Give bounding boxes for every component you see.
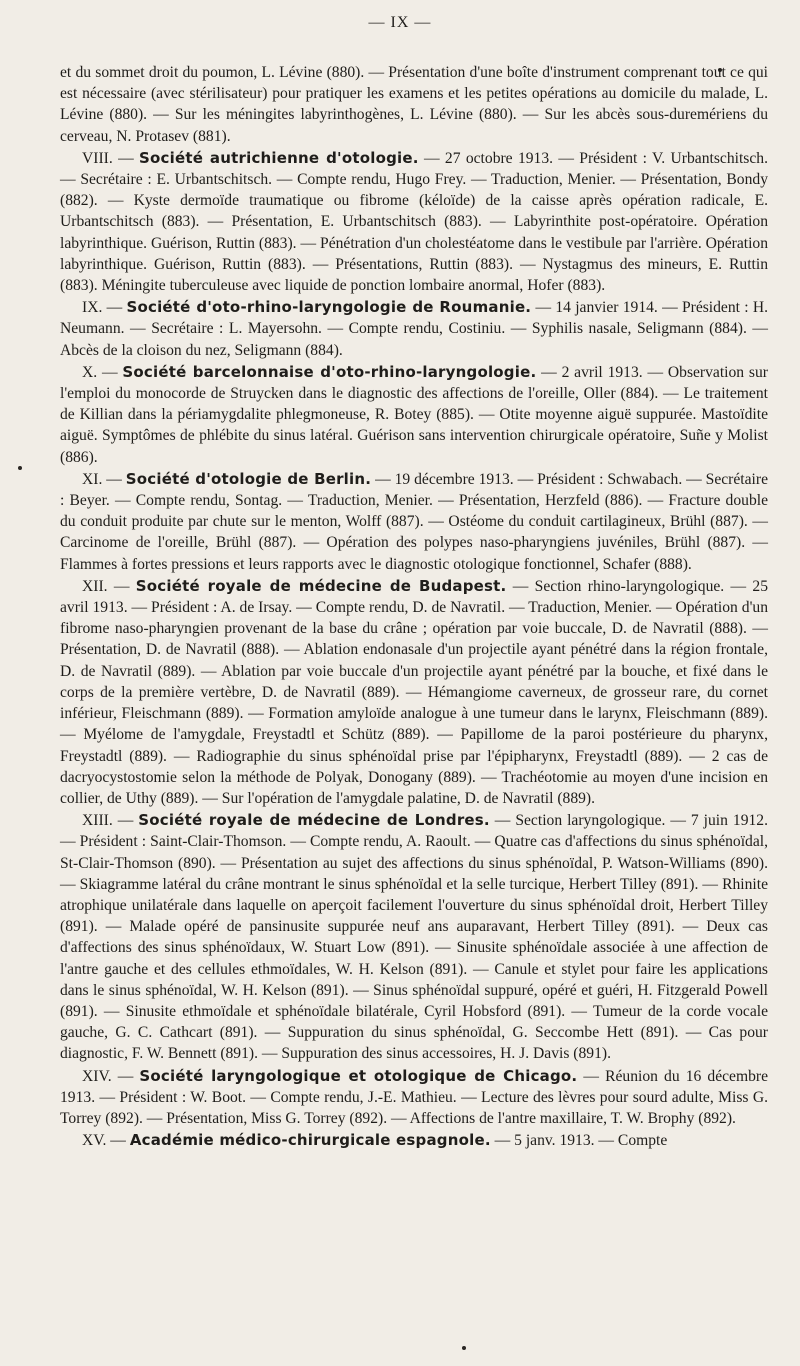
society-name: Société barcelonnaise d'oto-rhino-laryngologie.	[122, 362, 537, 381]
society-name: Société laryngologique et otologique de Chicago.	[139, 1066, 578, 1085]
society-name: Société royale de médecine de Budapest.	[135, 576, 507, 595]
paragraph	[60, 148, 768, 296]
margin-mark	[18, 466, 22, 470]
section-number: IX. —	[82, 299, 127, 317]
section-number: VIII. —	[82, 149, 140, 167]
paragraph	[60, 62, 768, 147]
margin-mark	[462, 1346, 466, 1350]
paragraph	[60, 1130, 768, 1151]
paragraph	[60, 576, 768, 809]
paragraph	[60, 1066, 768, 1130]
section-number: XIII. —	[82, 812, 139, 830]
paragraph-text: — 19 décembre 1913. — Président : Schwabach. — Secrétaire : Beyer. — Compte rendu, Sontag. — Traduction, Menier. — Présentation, Herzfeld (886). — Fracture double du conduit produite par chute sur le menton, Wolff (887). — Ostéome du conduit cartilagineux, Brühl (887). — Carcinome de l'oreille, Brühl (887). — Opération des polypes naso-pharyngiens juvéniles, Brühl (887). — Flammes à fortes pressions et leurs rapports avec le diagnostic otologique fonctionnel, Schafer (888).	[60, 470, 768, 573]
paragraph-text: — Réunion du 16 décembre 1913. — Président : W. Boot. — Compte rendu, J.-E. Mathieu. — Lecture des lèvres pour sourd adulte, Miss G. Torrey (892). — Présentation, Miss G. Torrey (892). — Affections de l'antre maxillaire, T. W. Brophy (892).	[60, 1067, 769, 1127]
paragraph-text: — Section laryngologique. — 7 juin 1912. — Président : Saint-Clair-Thomson. — Compte rendu, A. Raoult. — Quatre cas d'affections du sinus sphénoïdal, St-Clair-Thomson (890). — Présentation au sujet des affections du sinus sphénoïdal, P. Watson-Williams (890). — Skiagramme latéral du crâne montrant le sinus sphénoïdal et la selle turcique, Herbert Tilley (891). — Rhinite atrophique unilatérale dans laquelle on aperçoit facilement l'ouverture du sinus sphénoïdal droit, Herbert Tilley (891). — Malade opéré de pansinusite suppurée neuf ans auparavant, Herbert Tilley (891). — Deux cas d'affections des sinus sphénoïdaux, W. Stuart Low (891). — Sinusite sphénoïdale associée à une affection de l'antre gauche et des cellules ethmoïdales, W. H. Kelson (891). — Canule et stylet pour faire les applications dans le sinus sphénoïdal, W. H. Kelson (891). — Sinus sphénoïdal suppuré, opéré et guéri, H. Fitzgerald Powell (891). — Sinusite ethmoïdale et sphénoïdale bilatérale, Cyril Hobsford (891). — Tumeur de la corde vocale gauche, G. C. Cathcart (891). — Suppuration du sinus sphénoïdal, G. Seccombe Hett (891). — Cas pour diagnostic, F. W. Bennett (891). — Suppuration des sinus accessoires, H. J. Davis (891).	[60, 812, 768, 1063]
paragraph	[60, 810, 768, 1064]
paragraph	[60, 362, 768, 468]
paragraph-text: et du sommet droit du poumon, L. Lévine (880). — Présentation d'une boîte d'instrument comprenant tout ce qui est nécessaire (avec stérilisateur) pour pratiquer les examens et les petites opérations au domicile du malade, L. Lévine (880). — Sur les méningites labyrinthogènes, L. Lévine (880). — Sur les abcès sous-duremériens du cerveau, N. Protasev (881).	[60, 64, 768, 145]
society-name: Société autrichienne d'otologie.	[139, 148, 419, 167]
society-name: Société royale de médecine de Londres.	[138, 811, 490, 830]
paragraph-text: — Section rhino-laryngologique. — 25 avril 1913. — Président : A. de Irsay. — Compte rendu, D. de Navratil. — Traduction, Menier. — Opération d'un fibrome naso-pharyngien provenant de la base du crâne ; opération par voie buccale, D. de Navratil (888). — Présentation, D. de Navratil (888). — Ablation endonasale d'un projectile ayant pénétré dans la région frontale, D. de Navratil (889). — Ablation par voie buccale d'un projectile ayant pénétré par la bouche, et fixé dans le corps de la première vertèbre, D. de Navratil (889). — Hémangiome caverneux, de grosseur rare, du cornet inférieur, Fleischmann (889). — Formation amyloïde analogue à une tumeur dans le larynx, Fleischmann (889). — Myélome de l'amygdale, Freystadtl et Schütz (889). — Papillome de la paroi postérieure du pharynx, Freystadtl (889). — Radiographie du sinus sphénoïdal prise par l'épipharynx, Freystadtl (889). — 2 cas de dacryocystostomie selon la méthode de Polyak, Donogany (889). — Trachéotomie au moyen d'une incision en collier, de Uthy (889). — Sur l'opération de l'amygdale palatine, D. de Navratil (889).	[60, 577, 768, 807]
paragraph-text: — 14 janvier 1914. — Président : H. Neumann. — Secrétaire : L. Mayersohn. — Compte rendu, Costiniu. — Syphilis nasale, Seligmann (884). — Abcès de la cloison du nez, Seligmann (884).	[60, 299, 768, 359]
paragraph	[60, 297, 768, 361]
paragraph	[60, 469, 768, 575]
section-number: X. —	[82, 363, 123, 381]
section-number: XII. —	[82, 577, 136, 595]
paragraph-text: — 27 octobre 1913. — Président : V. Urbantschitsch. — Secrétaire : E. Urbantschitsch. — Compte rendu, Hugo Frey. — Traduction, Menier. — Présentation, Bondy (882). — Kyste dermoïde traumatique ou fibrome (kéloïde) de la caisse après opération radicale, E. Urbantschitsch (883). — Présentation, E. Urbantschitsch (883). — Labyrinthite post-opératoire. Opération labyrinthique. Guérison, Ruttin (883). — Pénétration d'un cholestéatome dans le vestibule par l'arrière. Opération labyrinthique. Guérison, Ruttin (883). — Présentations, Ruttin (883). — Nystagmus des mineurs, E. Ruttin (883). Méningite tuberculeuse avec liquide de ponction lombaire anormal, Hofer (883).	[60, 149, 768, 295]
paragraph-text: — 5 janv. 1913. — Compte	[490, 1132, 668, 1150]
paragraph-text: — 2 avril 1913. — Observation sur l'emploi du monocorde de Struycken dans le diagnostic des affections de l'oreille, Oller (884). — Le traitement de Killian dans la périamygdalite phlegmoneuse, R. Botey (885). — Otite moyenne aiguë suppurée. Mastoïdite aiguë. Symptômes de phlébite du sinus latéral. Guérison sans intervention chirurgicale opératoire, Suñe y Molist (886).	[60, 363, 768, 466]
section-number: XIV. —	[82, 1067, 140, 1085]
section-number: XI. —	[82, 470, 126, 488]
society-name: Académie médico-chirurgicale espagnole.	[129, 1131, 491, 1150]
society-name: Société d'oto-rhino-laryngologie de Roumanie.	[126, 298, 532, 317]
page-number: — IX —	[368, 14, 432, 31]
society-name: Société d'otologie de Berlin.	[125, 469, 372, 488]
section-number: XV. —	[82, 1132, 130, 1150]
text-body	[60, 62, 768, 1152]
